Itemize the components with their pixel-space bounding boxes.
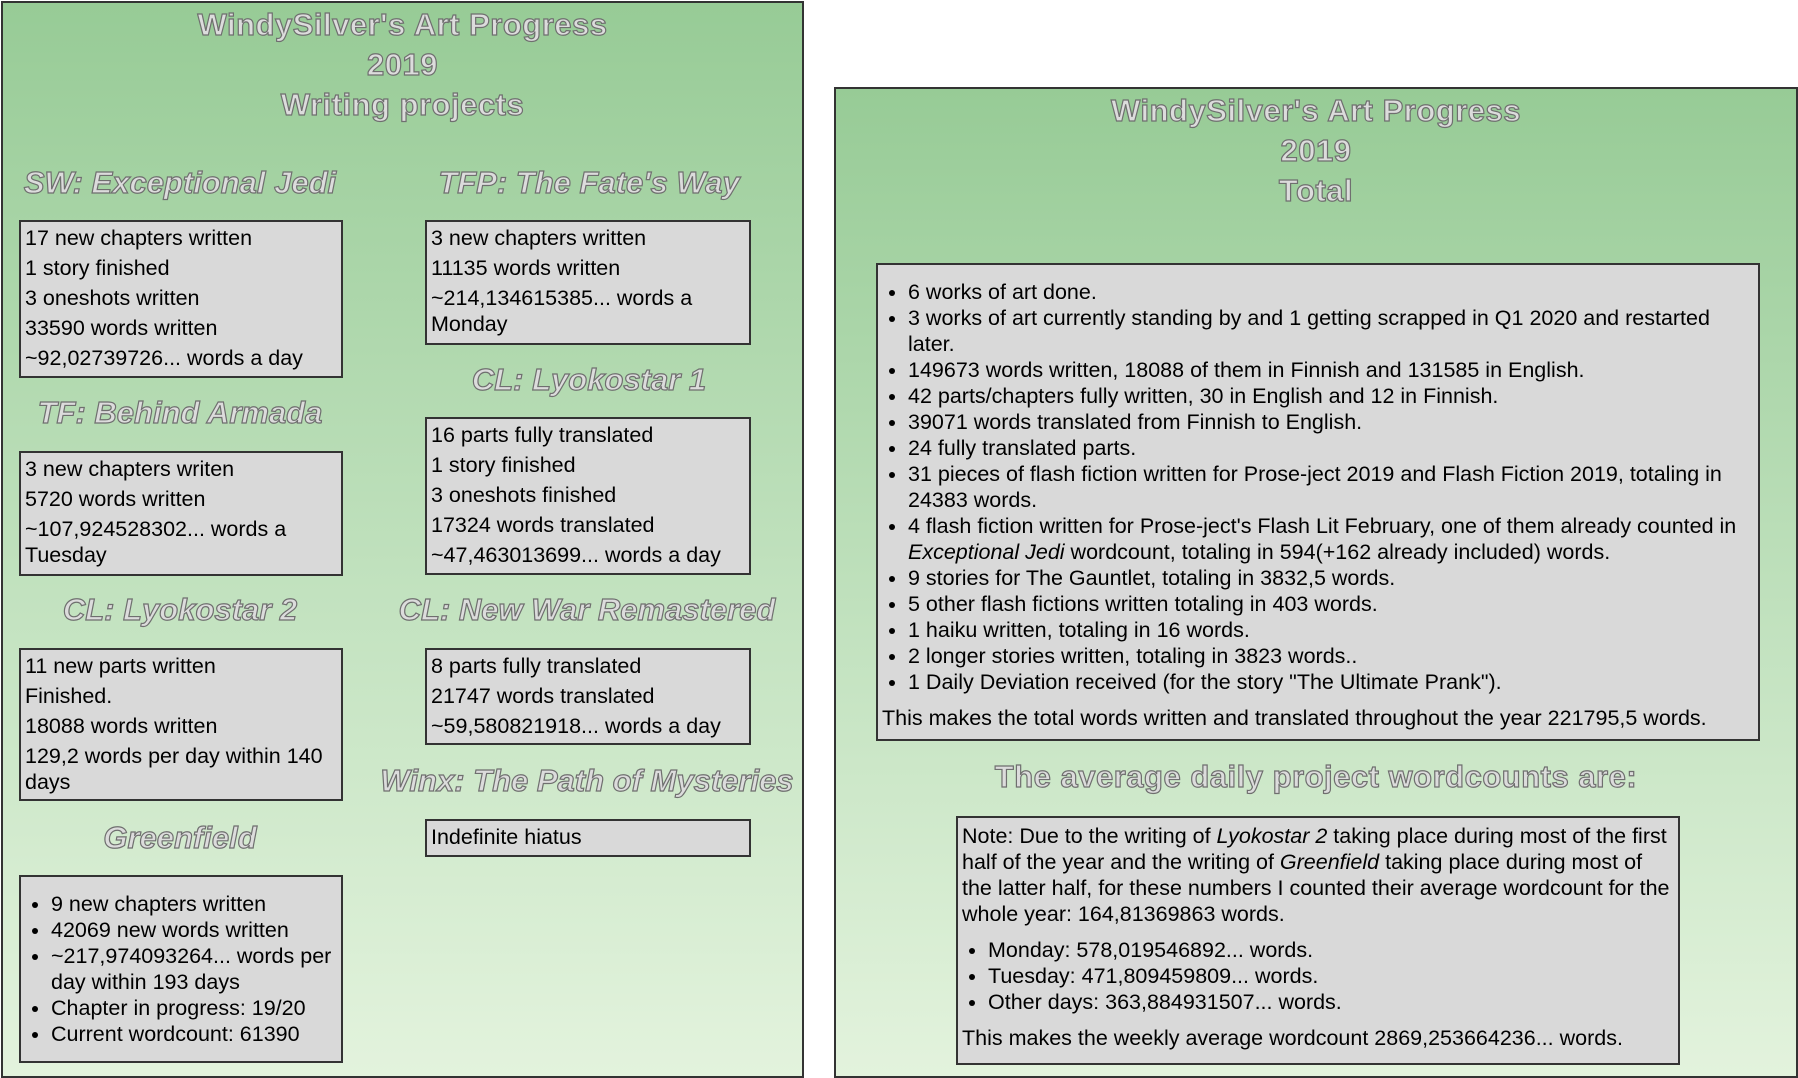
left-year: 2019 [367, 47, 438, 82]
greenfield-list [25, 891, 337, 1047]
project-box-new-war [425, 648, 751, 745]
project-title-exceptional-jedi: SW: Exceptional Jedi [23, 165, 337, 200]
project-box-lyokostar-1 [425, 417, 751, 575]
list-item: • 39071 words translated from Finnish to English. [908, 409, 1754, 435]
project-box-lyokostar-2 [19, 648, 343, 801]
note-part: taking place during most of the latter half, for these numbers I counted their average wordcount for the whole year: 164,81369863 words. [962, 850, 1670, 926]
project-line: ~214,134615385... words a Monday [431, 286, 693, 336]
project-title-new-war: CL: New War Remastered [398, 592, 776, 627]
list-item: • Other days: 363,884931507... words. [988, 989, 1674, 1015]
project-line: 1 story finished [431, 453, 576, 477]
project-title-behind-armada: TF: Behind Armada [37, 395, 323, 430]
list-item-flash-lit [908, 513, 1754, 565]
note-part: taking place during most of the first half of the year and the writing of [962, 824, 1667, 874]
project-line: ~92,02739726... words a day [25, 346, 303, 370]
note-part: Note: Due to the writing of [962, 824, 1217, 848]
average-heading: The average daily project wordcounts are: [994, 759, 1638, 794]
list-item: • ~217,974093264... words per day within 193 days [51, 943, 337, 995]
list-item: • 24 fully translated parts. [908, 435, 1754, 461]
project-line: ~47,463013699... words a day [431, 543, 721, 567]
project-line: 5720 words written [25, 487, 206, 511]
weekly-summary: This makes the weekly average wordcount 2869,253664236... words. [962, 1026, 1623, 1050]
project-box-behind-armada [19, 451, 343, 576]
project-line: 3 oneshots written [25, 286, 200, 310]
average-box [956, 816, 1680, 1065]
project-title-fates-way: TFP: The Fate's Way [438, 165, 740, 200]
total-panel [834, 87, 1798, 1078]
left-title: WindySilver's Art Progress [197, 7, 608, 42]
project-line: 21747 words translated [431, 684, 655, 708]
list-item: • 42 parts/chapters fully written, 30 in English and 12 in Finnish. [908, 383, 1754, 409]
list-item: • 3 works of art currently standing by and 1 getting scrapped in Q1 2020 and restarted later. [908, 305, 1754, 357]
writing-projects-panel [1, 1, 804, 1078]
list-item: • 31 pieces of flash fiction written for Prose-ject 2019 and Flash Fiction 2019, totaling in 24383 words. [908, 461, 1754, 513]
right-subtitle: Total [1278, 173, 1354, 208]
project-line: Indefinite hiatus [431, 825, 582, 849]
project-box-fates-way [425, 220, 751, 345]
list-item: • 9 stories for The Gauntlet, totaling in 3832,5 words. [908, 565, 1754, 591]
project-line: ~59,580821918... words a day [431, 714, 721, 738]
list-item: • Chapter in progress: 19/20 [51, 995, 337, 1021]
project-line: 8 parts fully translated [431, 654, 642, 678]
average-note [962, 823, 1674, 927]
project-box-winx [425, 819, 751, 857]
note-italic: Lyokostar 2 [1216, 824, 1328, 848]
project-line: 11135 words written [431, 256, 621, 280]
list-item: • 6 works of art done. [908, 279, 1754, 305]
note-italic: Greenfield [1279, 850, 1380, 874]
right-title: WindySilver's Art Progress [1110, 93, 1522, 128]
right-year: 2019 [1280, 133, 1352, 168]
list-item: • 2 longer stories written, totaling in 3823 words.. [908, 643, 1754, 669]
project-line: 3 new chapters written [431, 226, 647, 250]
list-item: • Monday: 578,019546892... words. [988, 937, 1674, 963]
totals-box [876, 263, 1760, 741]
totals-list [882, 279, 1754, 695]
list-item: • Tuesday: 471,809459809... words. [988, 963, 1674, 989]
flash-italic: Exceptional Jedi [908, 540, 1065, 564]
project-line: ~107,924528302... words a Tuesday [25, 517, 287, 567]
project-title-lyokostar-2: CL: Lyokostar 2 [62, 592, 298, 627]
project-line: 11 new parts written [25, 654, 216, 678]
left-subtitle: Writing projects [280, 87, 525, 122]
list-item: • 1 Daily Deviation received (for the story "The Ultimate Prank"). [908, 669, 1754, 695]
list-item: • 149673 words written, 18088 of them in Finnish and 131585 in English. [908, 357, 1754, 383]
list-item: • 9 new chapters written [51, 891, 337, 917]
project-box-exceptional-jedi [19, 220, 343, 378]
flash-pre: 4 flash fiction written for Prose-ject's Flash Lit February, one of them already counted in [908, 514, 1737, 538]
project-line: 1 story finished [25, 256, 170, 280]
average-list [962, 937, 1674, 1015]
project-line: Finished. [25, 684, 113, 708]
project-line: 3 new chapters writen [25, 457, 235, 481]
project-title-lyokostar-1: CL: Lyokostar 1 [471, 362, 707, 397]
project-line: 33590 words written [25, 316, 218, 340]
project-title-greenfield: Greenfield [103, 820, 257, 855]
project-title-winx: Winx: The Path of Mysteries [380, 763, 794, 798]
list-item: • Current wordcount: 61390 [51, 1021, 337, 1047]
list-item: • 42069 new words written [51, 917, 337, 943]
project-line: 17 new chapters written [25, 226, 253, 250]
total-summary: This makes the total words written and translated throughout the year 221795,5 words. [882, 706, 1707, 730]
list-item: • 1 haiku written, totaling in 16 words. [908, 617, 1754, 643]
project-box-greenfield [19, 875, 343, 1063]
project-line: 18088 words written [25, 714, 218, 738]
project-line: 3 oneshots finished [431, 483, 617, 507]
project-line: 16 parts fully translated [431, 423, 654, 447]
list-item: • 5 other flash fictions written totaling in 403 words. [908, 591, 1754, 617]
flash-post: wordcount, totaling in 594(+162 already included) words. [1064, 540, 1611, 564]
project-line: 129,2 words per day within 140 days [25, 744, 323, 794]
project-line: 17324 words translated [431, 513, 655, 537]
